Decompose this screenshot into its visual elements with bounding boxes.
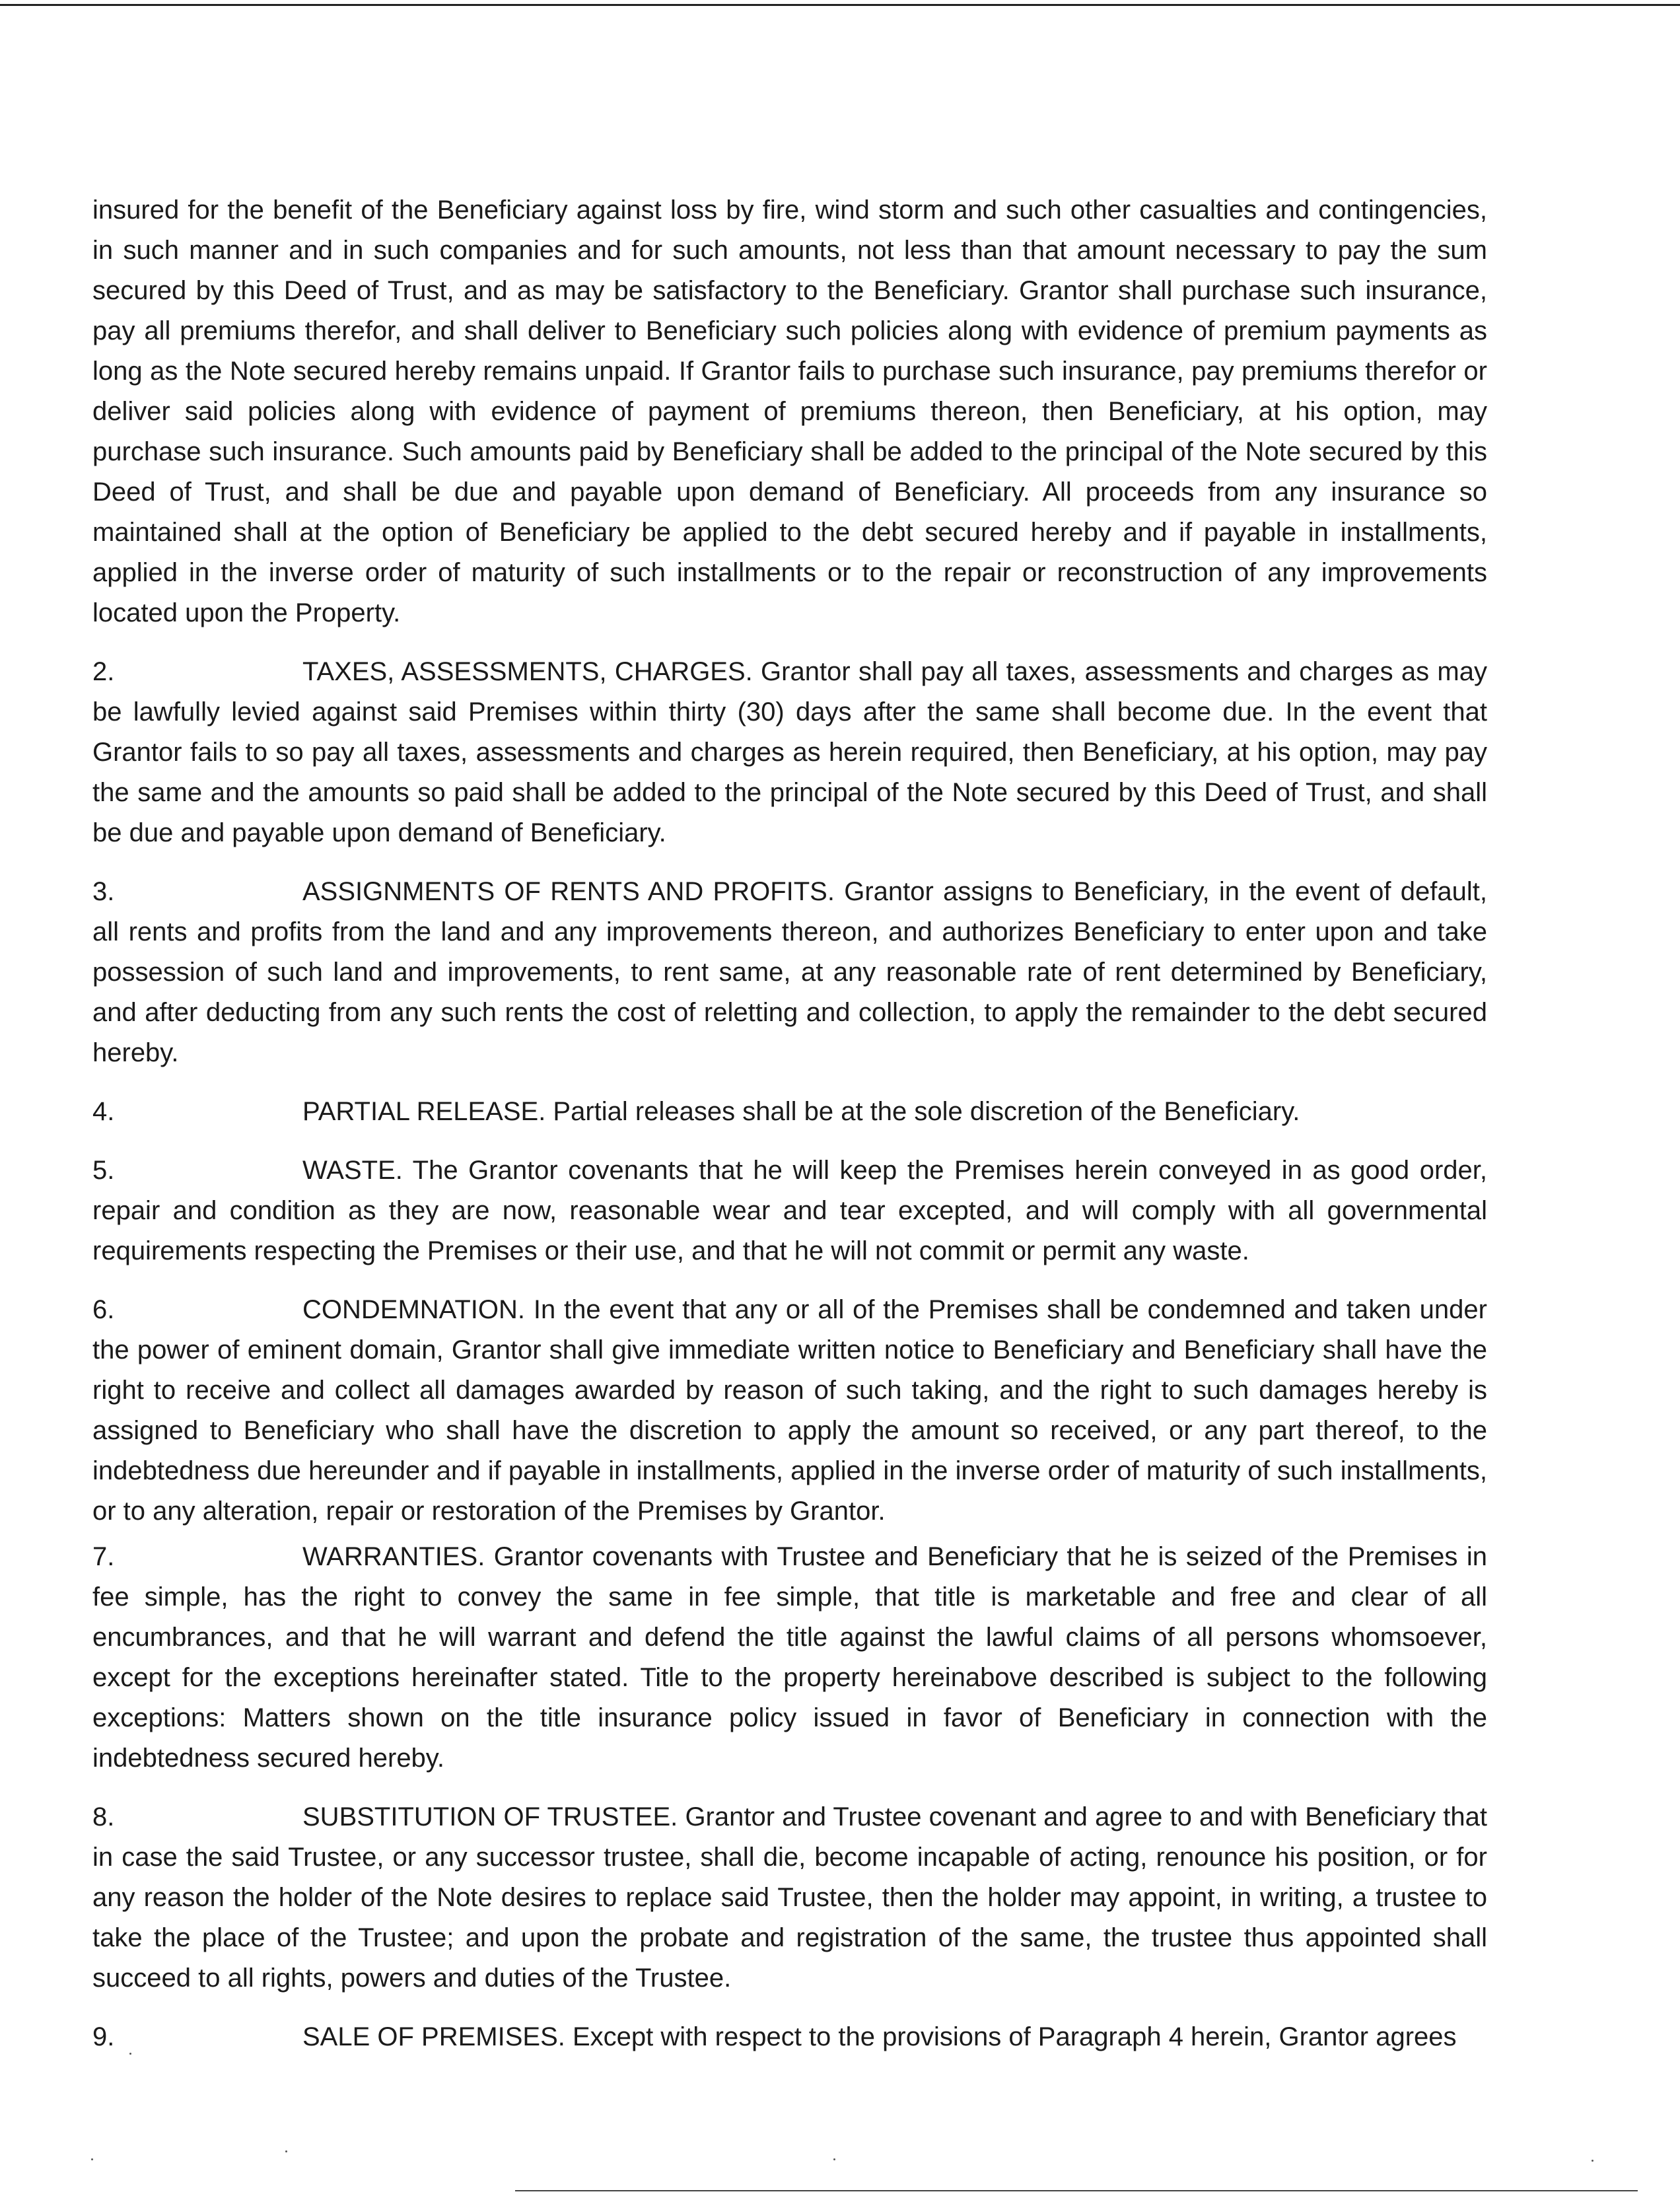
- clause-text: SUBSTITUTION OF TRUSTEE. Grantor and Trustee covenant and agree to and with Beneficiary that in case the said Trustee, or any successor trustee, shall die, become incapable of acting, renounce his position, or for any reason the holder of the Note desires to replace said Trustee, then the holder may appoint, in writing, a trustee to take the place of the Trustee; and upon the probate and registration of the same, the trustee thus appointed shall succeed to all rights, powers and duties of the Trustee.: [92, 1802, 1487, 1993]
- clause-number: 3.: [92, 877, 115, 906]
- clause-9: [92, 2017, 1487, 2057]
- top-scan-border: [0, 4, 1680, 6]
- bottom-scan-border: [515, 2190, 1638, 2191]
- clause-5: [92, 1151, 1487, 1271]
- clause-7: [92, 1537, 1487, 1779]
- clause-number: 8.: [92, 1802, 115, 1831]
- scan-speck: [91, 2158, 93, 2160]
- clause-text: WARRANTIES. Grantor covenants with Trustee and Beneficiary that he is seized of the Premises in fee simple, has the right to convey the same in fee simple, that title is marketable and free and clear of all encumbrances, and that he will warrant and defend the title against the lawful claims of all persons whomsoever, except for the exceptions hereinafter stated. Title to the property hereinabove described is subject to the following exceptions: Matters shown on the title insurance policy issued in favor of Beneficiary in connection with the indebtedness secured hereby.: [92, 1542, 1487, 1773]
- scan-speck: [285, 2150, 287, 2152]
- clause-4: [92, 1092, 1487, 1132]
- clause-8: [92, 1797, 1487, 1999]
- clause-3: [92, 872, 1487, 1073]
- clause-number: 6.: [92, 1295, 115, 1324]
- clause-text: TAXES, ASSESSMENTS, CHARGES. Grantor shall pay all taxes, assessments and charges as may be lawfully levied against said Premises within thirty (30) days after the same shall become due. In the event that Grantor fails to so pay all taxes, assessments and charges as herein required, then Beneficiary, at his option, may pay the same and the amounts so paid shall be added to the principal of the Note secured by this Deed of Trust, and shall be due and payable upon demand of Beneficiary.: [92, 657, 1487, 847]
- clause-2: [92, 652, 1487, 853]
- clause-text: SALE OF PREMISES. Except with respect to the provisions of Paragraph 4 herein, Grantor agrees: [302, 2022, 1457, 2051]
- scan-speck: [833, 2158, 835, 2160]
- clause-number: 4.: [92, 1097, 115, 1126]
- scan-speck: [129, 2053, 131, 2055]
- clause-text: PARTIAL RELEASE. Partial releases shall be at the sole discretion of the Beneficiary.: [302, 1097, 1300, 1126]
- clause-text: CONDEMNATION. In the event that any or all of the Premises shall be condemned and taken under the power of eminent domain, Grantor shall give immediate written notice to Beneficiary and Beneficiary shall have the right to receive and collect all damages awarded by reason of such taking, and the right to such damages hereby is assigned to Beneficiary who shall have the discretion to apply the amount so received, or any part thereof, to the indebtedness due hereunder and if payable in installments, applied in the inverse order of maturity of such installments, or to any alteration, repair or restoration of the Premises by Grantor.: [92, 1295, 1487, 1526]
- lead-paragraph: insured for the benefit of the Beneficiary against loss by fire, wind storm and such other casualties and contingencies, in such manner and in such companies and for such amounts, not less than that amount necessary to pay the sum secured by this Deed of Trust, and as may be satisfactory to the Beneficiary. Grantor shall purchase such insurance, pay all premiums therefor, and shall deliver to Beneficiary such policies along with evidence of premium payments as long as the Note secured hereby remains unpaid. If Grantor fails to purchase such insurance, pay premiums therefor or deliver said policies along with evidence of payment of premiums thereon, then Beneficiary, at his option, may purchase such insurance. Such amounts paid by Beneficiary shall be added to the principal of the Note secured by this Deed of Trust, and shall be due and payable upon demand of Beneficiary. All proceeds from any insurance so maintained shall at the option of Beneficiary be applied to the debt secured hereby and if payable in installments, applied in the inverse order of maturity of such installments or to the repair or reconstruction of any improvements located upon the Property.: [92, 195, 1487, 627]
- clause-text: ASSIGNMENTS OF RENTS AND PROFITS. Grantor assigns to Beneficiary, in the event of default, all rents and profits from the land and any improvements thereon, and authorizes Beneficiary to enter upon and take possession of such land and improvements, to rent same, at any reasonable rate of rent determined by Beneficiary, and after deducting from any such rents the cost of reletting and collection, to apply the remainder to the debt secured hereby.: [92, 877, 1487, 1067]
- clause-number: 5.: [92, 1156, 115, 1185]
- clause-number: 7.: [92, 1542, 115, 1571]
- clause-number: 2.: [92, 657, 115, 686]
- scan-speck: [1592, 2160, 1593, 2162]
- clause-number: 9.: [92, 2022, 115, 2051]
- document-body: [92, 190, 1487, 2076]
- clause-text: WASTE. The Grantor covenants that he will keep the Premises herein conveyed in as good order, repair and condition as they are now, reasonable wear and tear excepted, and will comply with all governmental requirements respecting the Premises or their use, and that he will not commit or permit any waste.: [92, 1156, 1487, 1265]
- clause-6: [92, 1290, 1487, 1532]
